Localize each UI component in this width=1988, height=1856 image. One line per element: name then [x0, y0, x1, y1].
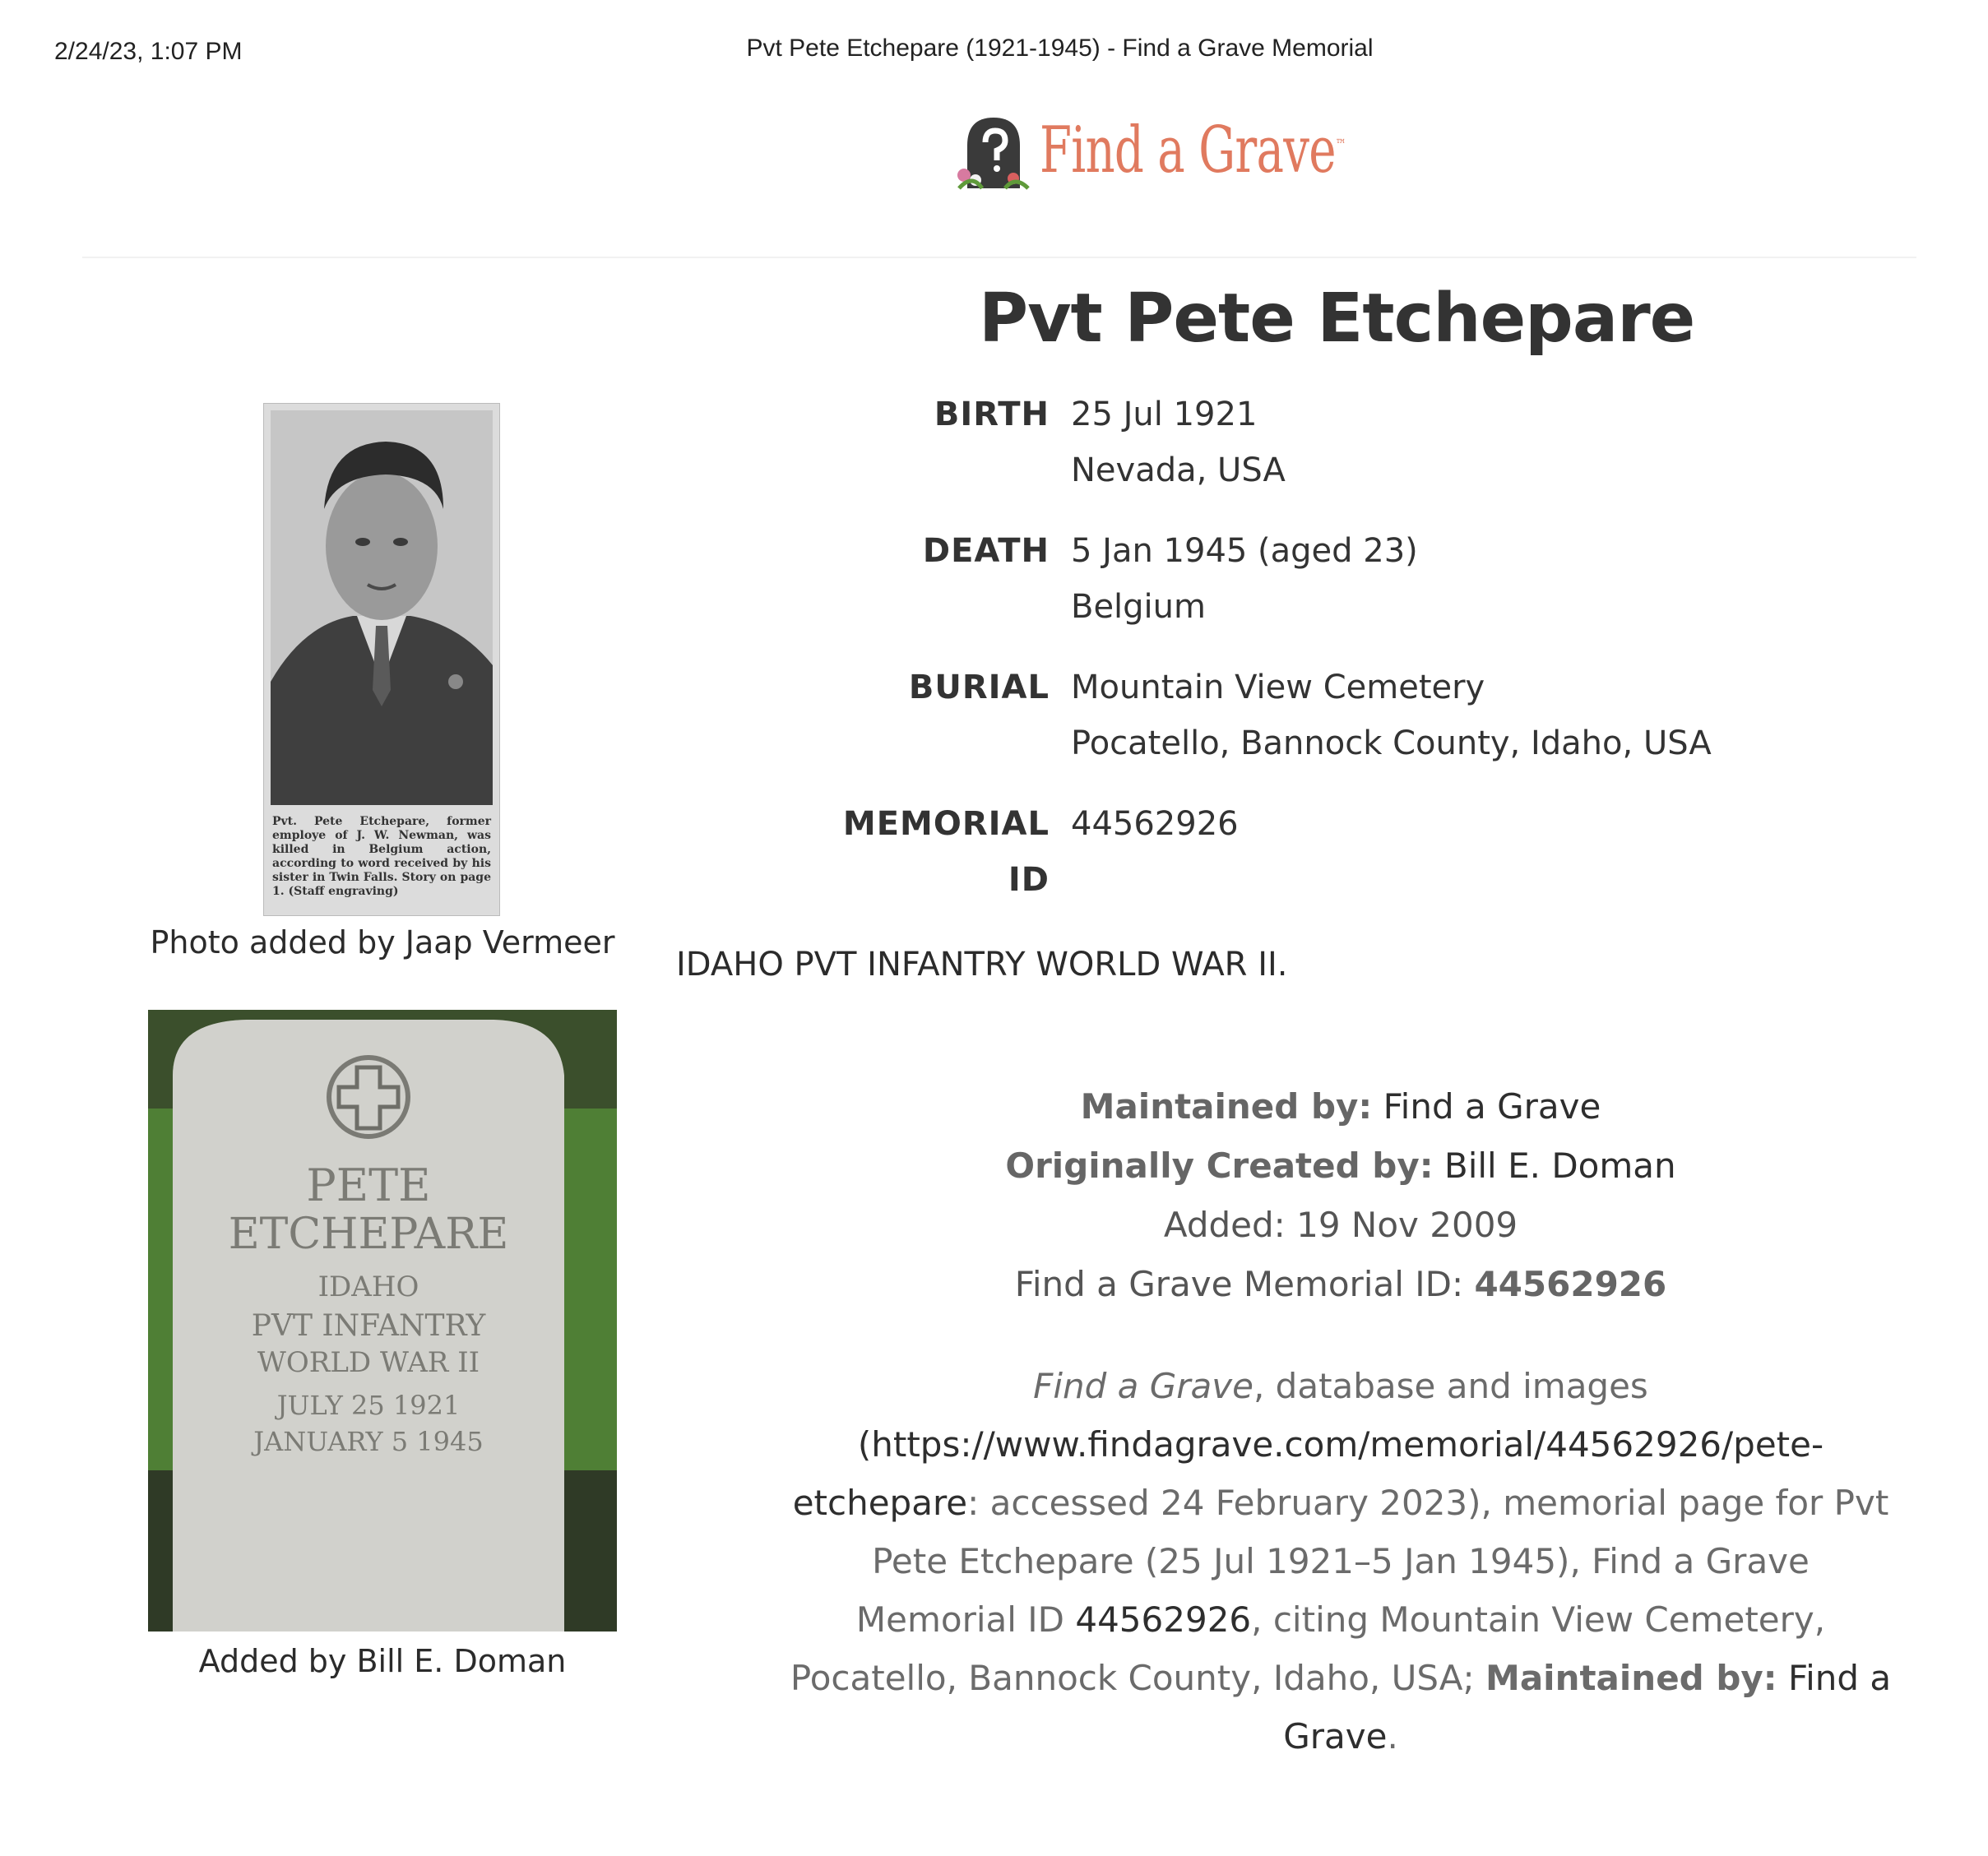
portrait-print-caption: Pvt. Pete Etchepare, former employe of J. W. Newman, was killed in Belgium action, according to word received by his sister in Twin Falls. Story on page 1. (Staff engraving)	[272, 815, 491, 898]
citation-site: Find a Grave	[1033, 1366, 1254, 1406]
headstone-line: PETE	[306, 1159, 431, 1211]
fact-label: BIRTH	[934, 396, 1050, 433]
fact-burial	[806, 660, 1712, 771]
citation-id: 44562926	[1075, 1599, 1252, 1640]
maintained-by-link[interactable]: Find a Grave	[1383, 1086, 1601, 1127]
source-citation	[790, 1357, 1892, 1766]
print-date: 2/24/23, 1:07 PM	[54, 38, 243, 65]
inscription-text: IDAHO PVT INFANTRY WORLD WAR II.	[676, 946, 1288, 984]
death-place: Belgium	[1071, 588, 1206, 626]
fact-memorial-id	[806, 796, 1239, 908]
citation-end: .	[1387, 1716, 1398, 1756]
headstone-line: IDAHO	[317, 1271, 419, 1303]
citation-text: , database and images	[1253, 1366, 1648, 1406]
fact-value	[1071, 523, 1418, 635]
find-a-grave-logo[interactable]	[956, 105, 1465, 196]
header-divider	[82, 257, 1916, 258]
fact-value	[1071, 796, 1239, 908]
logo-text: Find a Grave™	[1040, 113, 1346, 187]
memorial-name: Pvt Pete Etchepare	[979, 280, 1695, 358]
fact-label: DEATH	[922, 532, 1050, 570]
citation-text: , citing Mountain View Cemetery, Pocatello, Bannock County, Idaho, USA;	[790, 1599, 1826, 1698]
citation-maintained-label: Maintained by:	[1485, 1658, 1777, 1698]
portrait-image	[271, 410, 493, 805]
portrait-photo[interactable]	[263, 403, 500, 916]
memorial-meta	[765, 1077, 1916, 1314]
maintained-by-line	[765, 1077, 1916, 1136]
citation-text: : accessed 24 February 2023), memorial page for Pvt Pete Etchepare (25 Jul 1921–5 Jan 1945), Find a Grave Memorial ID	[855, 1483, 1889, 1640]
portrait-caption: Photo added by Jaap Vermeer	[150, 924, 615, 960]
created-by-line	[765, 1136, 1916, 1196]
fact-death	[806, 523, 1418, 635]
death-date: 5 Jan 1945 (aged 23)	[1071, 532, 1418, 570]
headstone-photo[interactable]	[148, 1010, 617, 1632]
added-date: Added: 19 Nov 2009	[1163, 1205, 1518, 1245]
birth-date: 25 Jul 1921	[1071, 396, 1258, 433]
grave-question-icon	[956, 109, 1031, 192]
fact-birth	[806, 386, 1286, 498]
headstone-line: WORLD WAR II	[257, 1346, 480, 1379]
birth-place: Nevada, USA	[1071, 451, 1286, 489]
headstone-line: JANUARY 5 1945	[253, 1426, 484, 1457]
memorial-id-number: 44562926	[1474, 1264, 1667, 1304]
headstone-image	[148, 1010, 617, 1632]
fact-value	[1071, 386, 1286, 498]
citation-url-link[interactable]: https://www.findagrave.com/memorial/44562926/pete-etchepare	[792, 1424, 1824, 1523]
fact-label: BURIAL	[908, 669, 1050, 706]
maintained-by-label: Maintained by:	[1080, 1086, 1373, 1127]
memorial-id-value: 44562926	[1071, 805, 1239, 843]
created-by-link[interactable]: Bill E. Doman	[1444, 1146, 1676, 1186]
cemetery-location[interactable]: Pocatello, Bannock County, Idaho, USA	[1071, 724, 1712, 762]
memorial-id-line	[765, 1255, 1916, 1314]
created-by-label: Originally Created by:	[1005, 1146, 1434, 1186]
memorial-id-label: Find a Grave Memorial ID:	[1014, 1264, 1464, 1304]
citation-text: (	[857, 1424, 872, 1465]
print-page-title: Pvt Pete Etchepare (1921-1945) - Find a Grave Memorial	[746, 35, 1374, 62]
headstone-line: ETCHEPARE	[228, 1210, 509, 1259]
fact-value	[1071, 660, 1712, 771]
headstone-caption: Added by Bill E. Doman	[198, 1643, 567, 1679]
citation-maintained-value: Find a Grave	[1283, 1658, 1892, 1756]
headstone-line: PVT INFANTRY	[251, 1309, 486, 1343]
headstone-line: JULY 25 1921	[276, 1390, 461, 1421]
fact-label: MEMORIAL ID	[842, 805, 1050, 899]
cemetery-link[interactable]: Mountain View Cemetery	[1071, 669, 1485, 706]
